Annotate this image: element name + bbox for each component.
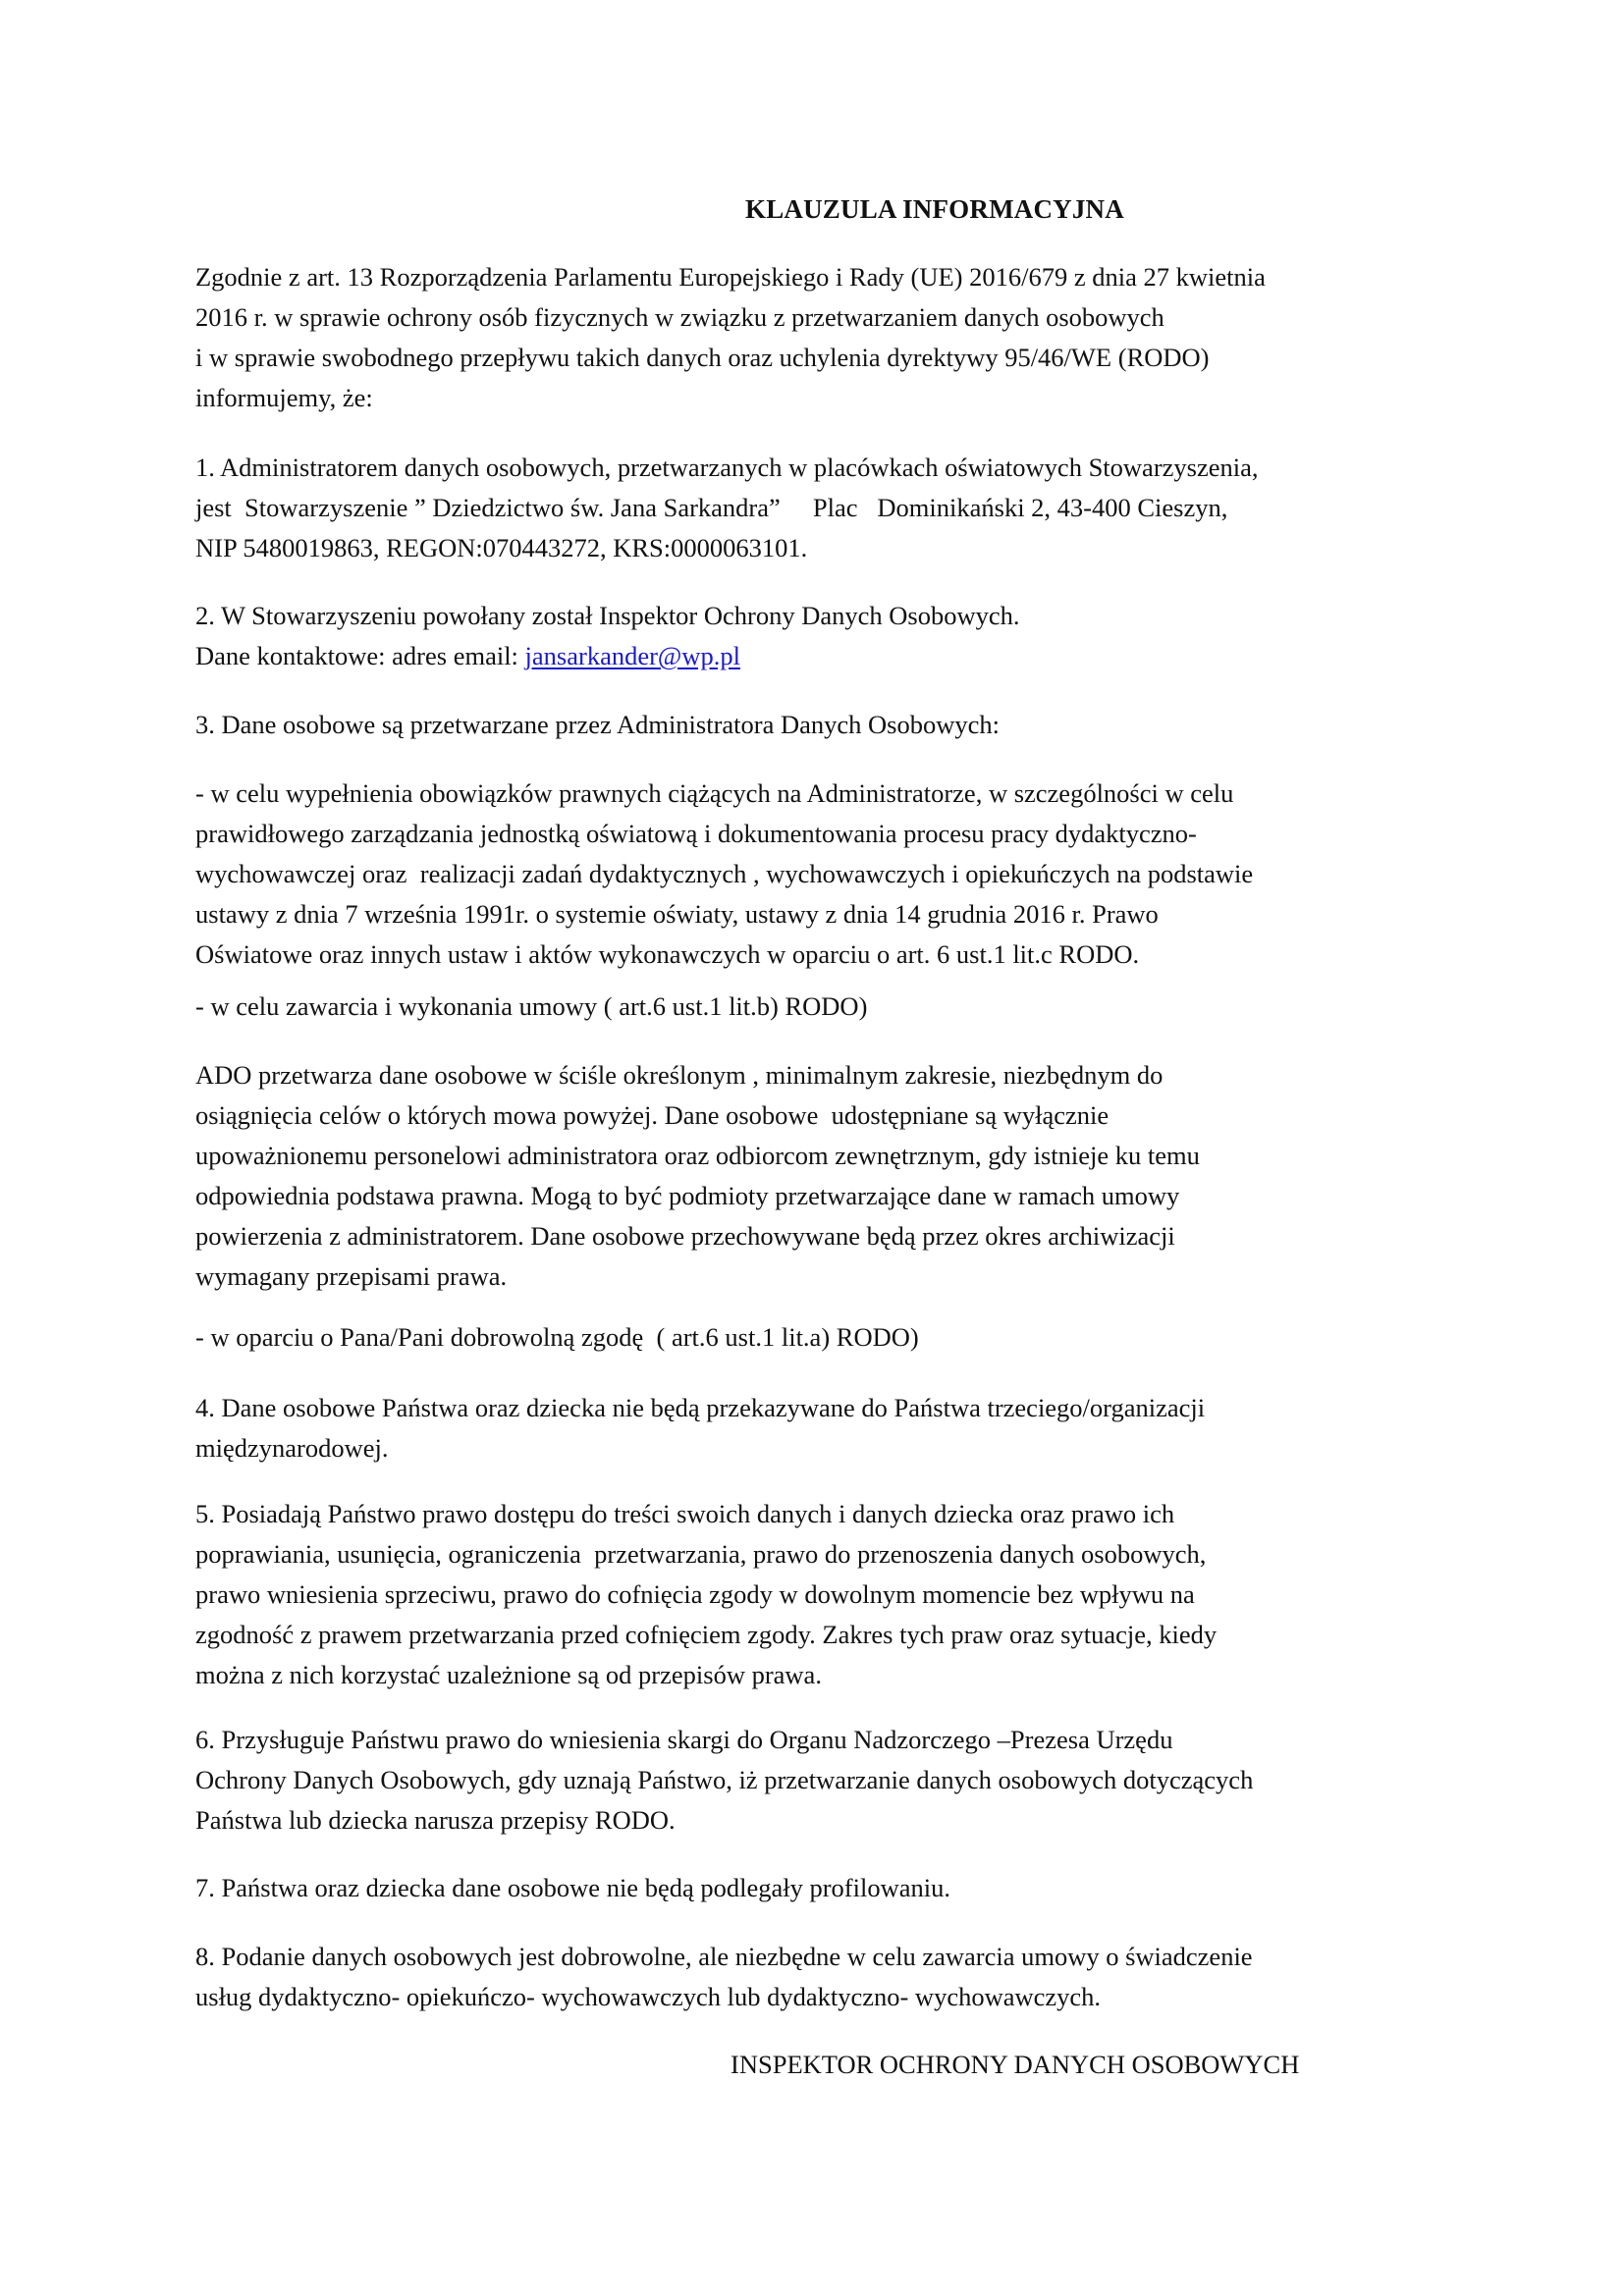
section-5-rights (195, 1494, 1472, 1695)
ado-line: osiągnięcia celów o których mowa powyżej. Dane osobowe udostępniane są wyłącznie (195, 1100, 1110, 1130)
section-5-line: 5. Posiadają Państwo prawo dostępu do treści swoich danych i danych dziecka oraz prawo ich (195, 1499, 1175, 1528)
section-3-heading (195, 705, 1472, 745)
section-5-line: zgodność z prawem przetwarzania przed cofnięciem zgody. Zakres tych praw oraz sytuacje, kiedy (195, 1620, 1218, 1649)
email-link[interactable]: jansarkander@wp.pl (524, 641, 740, 670)
signature: INSPEKTOR OCHRONY DANYCH OSOBOWYCH (731, 2050, 1300, 2079)
section-2-inspector (195, 596, 1472, 676)
section-5-line: można z nich korzystać uzależnione są od przepisów prawa. (195, 1660, 822, 1689)
purpose-a-line: ustawy z dnia 7 września 1991r. o systemie oświaty, ustawy z dnia 14 grudnia 2016 r. Prawo (195, 899, 1159, 929)
section-4-transfer (195, 1388, 1472, 1468)
section-6-line: 6. Przysługuje Państwu prawo do wniesienia skargi do Organu Nadzorczego –Prezesa Urzędu (195, 1725, 1173, 1754)
purpose-a-line: prawidłowego zarządzania jednostką oświatową i dokumentowania procesu pracy dydaktyczno- (195, 819, 1197, 848)
section-3-ado-paragraph (195, 1055, 1472, 1297)
ado-line: wymagany przepisami prawa. (195, 1261, 508, 1291)
intro-line: i w sprawie swobodnego przepływu takich danych oraz uchylenia dyrektywy 95/46/WE (RODO) (195, 343, 1210, 372)
section-2-line: 2. W Stowarzyszeniu powołany został Inspektor Ochrony Danych Osobowych. (195, 601, 1020, 630)
purpose-b-line: - w celu zawarcia i wykonania umowy ( art.6 ust.1 lit.b) RODO) (195, 991, 868, 1021)
section-6-line: Państwa lub dziecka narusza przepisy RODO. (195, 1805, 676, 1835)
section-3-purpose-consent (195, 1317, 1472, 1358)
purpose-a-line: wychowawczej oraz realizacji zadań dydaktycznych , wychowawczych i opiekuńczych na podstawie (195, 859, 1254, 888)
section-5-line: poprawiania, usunięcia, ograniczenia przetwarzania, prawo do przenoszenia danych osobowych, (195, 1539, 1207, 1569)
section-6-complaint (195, 1720, 1472, 1841)
section-3-purpose-contract (195, 987, 1472, 1027)
intro-line: informujemy, że: (195, 383, 373, 412)
contact-line (195, 636, 1472, 676)
section-8-line: 8. Podanie danych osobowych jest dobrowolne, ale niezbędne w celu zawarcia umowy o świadczenie (195, 1942, 1253, 1971)
section-4-line: 4. Dane osobowe Państwa oraz dziecka nie będą przekazywane do Państwa trzeciego/organizacji (195, 1393, 1206, 1422)
ado-line: powierzenia z administratorem. Dane osobowe przechowywane będą przez okres archiwizacji (195, 1221, 1175, 1251)
section-5-line: prawo wniesienia sprzeciwu, prawo do cofnięcia zgody w dowolnym momencie bez wpływu na (195, 1579, 1195, 1609)
section-7-line: 7. Państwa oraz dziecka dane osobowe nie będą podlegały profilowaniu. (195, 1873, 950, 1902)
ado-line: upoważnionemu personelowi administratora oraz odbiorcom zewnętrznym, gdy istnieje ku temu (195, 1141, 1200, 1170)
section-1-line: NIP 5480019863, REGON:070443272, KRS:0000063101. (195, 533, 808, 562)
contact-label: Dane kontaktowe: adres email: (195, 641, 525, 670)
section-1-administrator (195, 448, 1472, 568)
section-1-line: 1. Administratorem danych osobowych, przetwarzanych w placówkach oświatowych Stowarzyszenia, (195, 453, 1259, 482)
section-7-profiling (195, 1868, 1472, 1908)
section-8-voluntary (195, 1937, 1472, 2017)
section-3-purpose-legal-obligation (195, 774, 1472, 975)
section-4-line: międzynarodowej. (195, 1433, 389, 1463)
section-6-line: Ochrony Danych Osobowych, gdy uznają Państwo, iż przetwarzanie danych osobowych dotyczących (195, 1765, 1254, 1794)
ado-line: odpowiednia podstawa prawna. Mogą to być podmioty przetwarzające dane w ramach umowy (195, 1181, 1180, 1210)
intro-paragraph (195, 257, 1472, 418)
section-1-line: jest Stowarzyszenie ” Dziedzictwo św. Jana Sarkandra” Plac Dominikański 2, 43-400 Cieszyn, (195, 493, 1228, 522)
purpose-c-line: - w oparciu o Pana/Pani dobrowolną zgodę ( art.6 ust.1 lit.a) RODO) (195, 1322, 919, 1352)
purpose-a-line: - w celu wypełnienia obowiązków prawnych ciążących na Administratorze, w szczególności w celu (195, 778, 1234, 808)
ado-line: ADO przetwarza dane osobowe w ściśle określonym , minimalnym zakresie, niezbędnym do (195, 1060, 1164, 1090)
section-8-line: usług dydaktyczno- opiekuńczo- wychowawczych lub dydaktyczno- wychowawczych. (195, 1982, 1102, 2011)
section-3-heading-line: 3. Dane osobowe są przetwarzane przez Administratora Danych Osobowych: (195, 710, 1001, 739)
purpose-a-line: Oświatowe oraz innych ustaw i aktów wykonawczych w oparciu o art. 6 ust.1 lit.c RODO. (195, 939, 1140, 969)
intro-line: Zgodnie z art. 13 Rozporządzenia Parlamentu Europejskiego i Rady (UE) 2016/679 z dnia 27 kwietnia (195, 262, 1266, 292)
document-title: KLAUZULA INFORMACYJNA (745, 194, 1124, 224)
intro-line: 2016 r. w sprawie ochrony osób fizycznych w związku z przetwarzaniem danych osobowych (195, 302, 1164, 332)
